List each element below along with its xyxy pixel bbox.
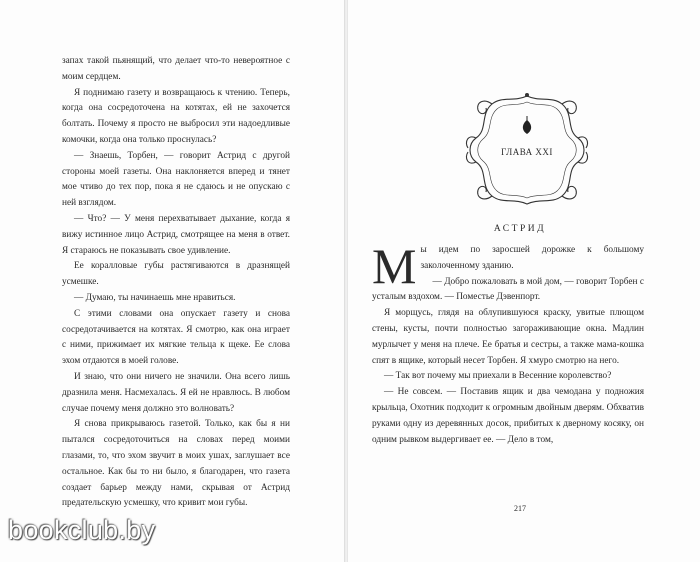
- paragraph: — Думаю, ты начинаешь мне нравиться.: [74, 292, 236, 303]
- watermark: bookclub.by: [8, 515, 156, 545]
- paragraph: запах такой пьянящий, что делает что-то невероятное с моим сердцем.: [62, 56, 290, 82]
- left-page-text: [62, 54, 290, 512]
- left-page: [0, 0, 344, 562]
- paragraph: Я морщусь, глядя на облупившуюся краску, увитые плющом стены, кусты, почти полностью загораживающие окна. Мадлин мурлычет у меня на плече. Ее братья и сестры, а также мама-кошка спят в ящике, который несет Торбен. Я хмуро смотрю на него.: [372, 308, 644, 366]
- page-number: 217: [514, 504, 526, 513]
- paragraph: — Не совсем. — Поставив ящик и два чемодана у подножия крыльца, Охотник подходит к огромным двойным дверям. Обхватив руками одну из деревянных досок, прибитых к дверному косяку, он одним рывком выдергивает ее. — Дело в том,: [372, 387, 644, 445]
- paragraph: — Знаешь, Торбен, — говорит Астрид с другой стороны моей газеты. Она наклоняется вперед и тянет мое чтиво до тех пор, пока я не сдаюсь и не опускаю с ней взглядом.: [62, 150, 290, 209]
- first-paragraph-text: ы идем по заросшей дорожке к большому заколоченному зданию.: [420, 245, 644, 271]
- chapter-title: ГЛАВА XXI: [501, 147, 553, 157]
- right-page-text: [372, 238, 644, 448]
- paragraph: И знаю, что они ничего не значили. Она всего лишь дразнила меня. Насмехалась. Я ей не нравлюсь. В любом случае почему меня должно это волновать?: [62, 371, 290, 414]
- paragraph: — Добро пожаловать в мой дом, — говорит Торбен с усталым вздохом. — Поместье Дэвенпорт.: [372, 276, 644, 303]
- paragraph: Я снова прикрываюсь газетой. Только, как бы я ни пытался сосредоточиться на словах перед моими глазами, то, что эхом звучит в моих ушах, заглушает все остальное. Как бы то ни было, я благодарен, что газета создает барьер между нами, скрывая от Астрид предательскую усмешку, что кривит мои губы.: [62, 419, 290, 509]
- drop-cap: М: [372, 238, 417, 294]
- paragraph: — Так вот почему мы приехали в Весенние королевство?: [384, 371, 612, 382]
- paragraph: С этими словами она опускает газету и снова сосредотачивается на котятах. Я смотрю, как она играет с ними, прижимает их мягкие тельца к щеке. Ее слова эхом отдаются в моей голове.: [62, 308, 290, 367]
- paragraph: Я поднимаю газету и возвращаюсь к чтению. Теперь, когда она сосредоточена на котятах, ей не захочется болтать. Почему я просто не выбросил эти надоедливые комочки, когда она только проснулась?: [62, 87, 290, 145]
- paragraph: — Что? — У меня перехватывает дыхание, когда я вижу истинное лицо Астрид, смотрящее на меня в ответ. Я стараюсь не показывать свое удивление.: [62, 213, 290, 256]
- paragraph: Ее коралловые губы растягиваются в дразнящей усмешке.: [62, 261, 290, 288]
- section-title: АСТРИД: [493, 224, 547, 234]
